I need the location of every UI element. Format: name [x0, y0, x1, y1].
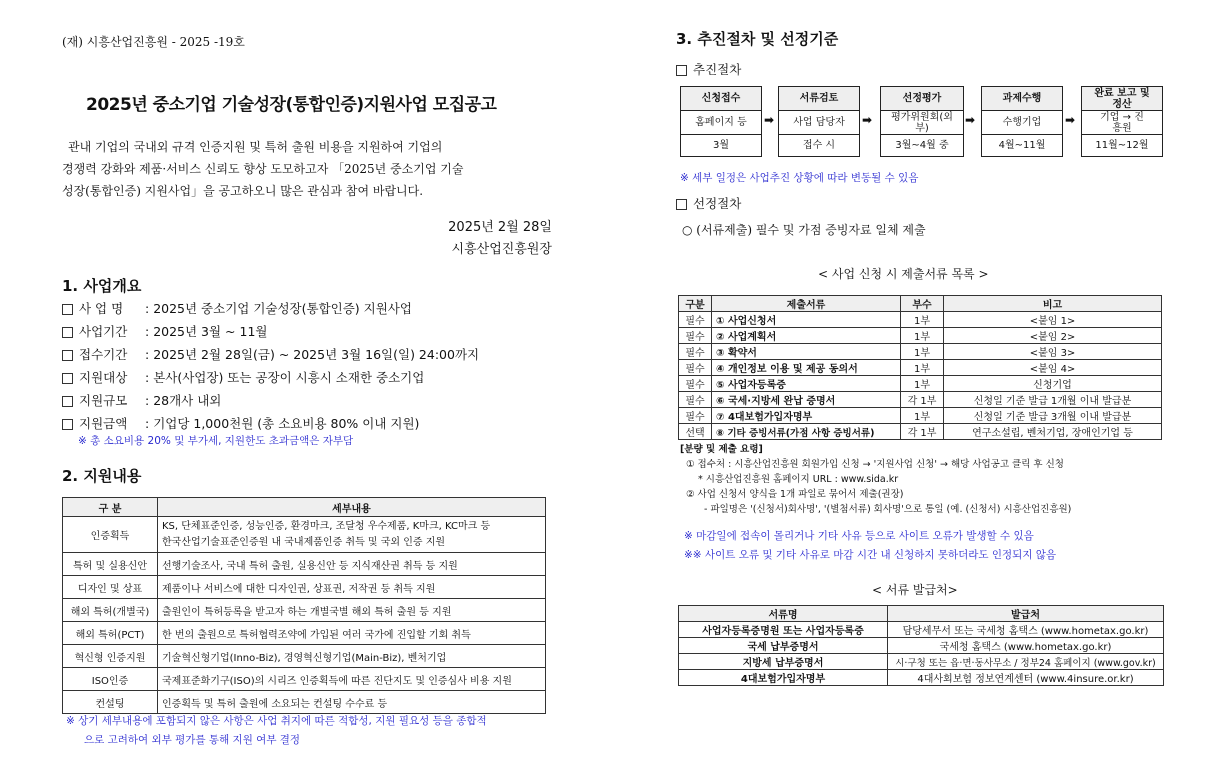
table-row: 해외 특허(PCT) 한 번의 출원으로 특허협력조약에 가입된 여러 국가에 진입할 기회 취득 [63, 622, 546, 645]
documents-table [678, 295, 1162, 440]
intro-line: 경쟁력 강화와 제품·서비스 신뢰도 향상 도모하고자 「2025년 중소기업 기술 [62, 162, 464, 176]
table-row: 특허 및 실용신안 선행기술조사, 국내 특허 출원, 실용신안 등 지식재산권 취득 등 지원 [63, 553, 546, 576]
documents-title: < 사업 신청 시 제출서류 목록 > [818, 267, 989, 281]
intro-line: 관내 기업의 국내외 규격 인증지원 및 특허 출원 비용을 지원하여 기업의 [68, 140, 443, 154]
overview-list [62, 297, 479, 435]
table-row: 선택 ⑧ 기타 증빙서류(가점 사항 증빙서류) 각 1부 연구소설립, 벤처기업, 장애인기업 등 [679, 424, 1162, 440]
document-number: (재) 시흥산업진흥원 - 2025 -19호 [62, 35, 245, 49]
table-header: 세부내용 [158, 498, 546, 517]
table-row: ISO인증 국제표준화기구(ISO)의 시리즈 인증획득에 따른 진단지도 및 인증심사 비용 지원 [63, 668, 546, 691]
table-header: 구분 [679, 296, 712, 312]
issuer: 시흥산업진흥원장 [451, 242, 552, 257]
overview-item: 지원금액 : 기업당 1,000천원 (총 소요비용 80% 이내 지원) [62, 412, 479, 435]
procedure-label: 추진절차 [676, 60, 741, 78]
selection-label: 선정절차 [676, 194, 741, 212]
intro-line: 성장(통합인증) 지원사업」을 공고하오니 많은 관심과 참여 바랍니다. [62, 184, 424, 198]
issuer-table-title: < 서류 발급처> [872, 583, 958, 597]
step-box: 과제수행 수행기업 4월~11월 [981, 86, 1063, 157]
procedure-note: ※ 세부 일정은 사업추진 상황에 따라 변동될 수 있음 [680, 172, 919, 184]
table-row: 필수 ① 사업신청서 1부 <붙임 1> [679, 312, 1162, 328]
table-row: 사업자등록증명원 또는 사업자등록증 담당세무서 또는 국세청 홈택스 (www.hometax.go.kr) [679, 622, 1164, 638]
announcement-date: 2025년 2월 28일 [448, 220, 552, 235]
section3-title: 3. 추진절차 및 선정기준 [676, 30, 839, 48]
submission-guide: [분량 및 제출 요령] ① 접수처 : 시흥산업진흥원 회원가입 신청 → '지원사업 신청' → 해당 사업공고 클릭 후 신청 * 시흥산업진흥원 홈페이지 URL : www.sida.kr ② 사업 신청서 양식을 1개 파일로 묶어서 제출(권장) - 파일명은 '(신청서)회사명', '(별첨서류) 회사명'으로 통일 (예. (신청서) 시흥산업진흥원) [680, 444, 1072, 515]
table-row: 지방세 납부증명서 시·구청 또는 읍·면·동사무소 / 정부24 홈페이지 (www.gov.kr) [679, 654, 1164, 670]
table-row: 필수 ④ 개인정보 이용 및 제공 동의서 1부 <붙임 4> [679, 360, 1162, 376]
overview-item: 사 업 명 : 2025년 중소기업 기술성장(통합인증) 지원사업 [62, 297, 479, 320]
selection-item: ○ (서류제출) 필수 및 가점 증빙자료 일체 제출 [682, 223, 926, 237]
overview-item: 지원규모 : 28개사 내외 [62, 389, 479, 412]
table-row: 디자인 및 상표 제품이나 서비스에 대한 디자인권, 상표권, 저작권 등 취득 지원 [63, 576, 546, 599]
table-row: 컨설팅 인증획득 및 특허 출원에 소요되는 컨설팅 수수료 등 [63, 691, 546, 714]
table-row: 혁신형 인증지원 기술혁신형기업(Inno-Biz), 경영혁신형기업(Main-Biz), 벤처기업 [63, 645, 546, 668]
arrow-icon: ➡ [764, 113, 775, 127]
table-row: 필수 ② 사업계획서 1부 <붙임 2> [679, 328, 1162, 344]
step-box: 완료 보고 및 정산 기업 → 진흥원 11월~12월 [1081, 86, 1163, 157]
table-header: 발급처 [888, 606, 1164, 622]
section1-title: 1. 사업개요 [62, 277, 142, 295]
table-row: 인증획득 KS, 단체표준인증, 성능인증, 환경마크, 조달청 우수제품, K마크, KC마크 등 한국산업기술표준인증원 내 국내제품인증 취득 및 국외 인증 지원 [63, 517, 546, 553]
arrow-icon: ➡ [965, 113, 976, 127]
overview-item: 지원대상 : 본사(사업장) 또는 공장이 시흥시 소재한 중소기업 [62, 366, 479, 389]
warning-note-2: ※※ 사이트 오류 및 기타 사유로 마감 시간 내 신청하지 못하더라도 인정되지 않음 [684, 549, 1057, 561]
overview-item: 사업기간 : 2025년 3월 ~ 11월 [62, 320, 479, 343]
table-header: 서류명 [679, 606, 888, 622]
intro-paragraph [62, 136, 552, 202]
checkbox-icon [62, 373, 73, 384]
step-box: 선정평가 평가위원회(외부) 3월~4월 중 [880, 86, 964, 157]
table-row: 필수 ⑥ 국세·지방세 완납 증명서 각 1부 신청일 기준 발급 1개월 이내 발급분 [679, 392, 1162, 408]
table-row: 필수 ⑤ 사업자등록증 1부 신청기업 [679, 376, 1162, 392]
table-header: 제출서류 [712, 296, 901, 312]
warning-note-1: ※ 마감일에 접속이 몰리거나 기타 사유 등으로 사이트 오류가 발생할 수 있음 [684, 530, 1034, 542]
checkbox-icon [676, 199, 687, 210]
table-row: 4대보험가입자명부 4대사회보험 정보연계센터 (www.4insure.or.kr) [679, 670, 1164, 686]
issuer-table [678, 605, 1164, 686]
table-header: 구 분 [63, 498, 158, 517]
checkbox-icon [62, 327, 73, 338]
arrow-icon: ➡ [1065, 113, 1076, 127]
support-table [62, 497, 546, 714]
table-row: 해외 특허(개별국) 출원인이 특허등록을 받고자 하는 개별국별 해외 특허 출원 등 지원 [63, 599, 546, 622]
overview-note: ※ 총 소요비용 20% 및 부가세, 지원한도 초과금액은 자부담 [78, 435, 354, 447]
table-row: 국세 납부증명서 국세청 홈택스 (www.hometax.go.kr) [679, 638, 1164, 654]
arrow-icon: ➡ [862, 113, 873, 127]
overview-item: 접수기간 : 2025년 2월 28일(금) ~ 2025년 3월 16일(일) 24:00까지 [62, 343, 479, 366]
step-box: 신청접수 홈페이지 등 3월 [680, 86, 762, 157]
checkbox-icon [676, 65, 687, 76]
step-box: 서류검토 사업 담당자 접수 시 [778, 86, 860, 157]
table-header: 부수 [901, 296, 944, 312]
table-row: 필수 ③ 확약서 1부 <붙임 3> [679, 344, 1162, 360]
checkbox-icon [62, 304, 73, 315]
table-row: 필수 ⑦ 4대보험가입자명부 1부 신청일 기준 발급 3개월 이내 발급분 [679, 408, 1162, 424]
checkbox-icon [62, 419, 73, 430]
section2-title: 2. 지원내용 [62, 467, 142, 485]
support-note: ※ 상기 세부내용에 포함되지 않은 사항은 사업 취지에 따른 적합성, 지원 필요성 등을 종합적 으로 고려하여 외부 평가를 통해 지원 여부 결정 [66, 715, 487, 746]
checkbox-icon [62, 350, 73, 361]
page-title: 2025년 중소기업 기술성장(통합인증)지원사업 모집공고 [86, 95, 497, 115]
checkbox-icon [62, 396, 73, 407]
table-header: 비고 [944, 296, 1162, 312]
